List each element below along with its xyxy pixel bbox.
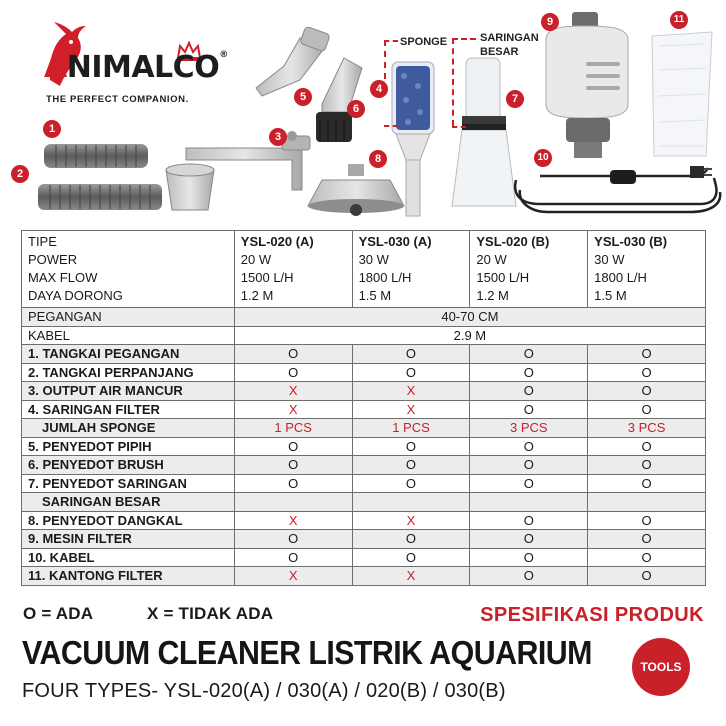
table-row [22, 345, 706, 364]
row-cell: O [470, 567, 588, 586]
kabel-value: 2.9 M [234, 326, 705, 345]
table-row [22, 437, 706, 456]
row-cell: O [588, 456, 706, 475]
part-handle-hose [44, 144, 148, 168]
row-label: 9. MESIN FILTER [22, 530, 235, 549]
row-cell: X [234, 382, 352, 401]
part-fountain-output [166, 131, 310, 210]
legend-ada: O = ADA [23, 604, 94, 623]
row-cell: X [234, 567, 352, 586]
row-cell: O [588, 345, 706, 364]
row-cell: O [352, 530, 470, 549]
sponge-callout-line-h [384, 40, 398, 42]
table-row [22, 400, 706, 419]
row-cell: O [352, 474, 470, 493]
badge-part-3: 3 [269, 128, 287, 146]
legend-tidak-ada: X = TIDAK ADA [147, 604, 274, 623]
row-cell: O [352, 548, 470, 567]
row-cell: O [588, 400, 706, 419]
saringan-callout-line-b [452, 126, 466, 128]
row-label: SARINGAN BESAR [22, 493, 235, 512]
tools-badge: TOOLS [632, 638, 690, 696]
row-cell: O [470, 511, 588, 530]
row-cell: O [234, 456, 352, 475]
row-label: 5. PENYEDOT PIPIH [22, 437, 235, 456]
part-large-filter-nozzle [452, 58, 516, 206]
row-cell: O [470, 363, 588, 382]
part-flat-nozzle [256, 26, 330, 96]
table-row [22, 511, 706, 530]
row-label: 10. KABEL [22, 548, 235, 567]
row-cell: O [234, 548, 352, 567]
row-cell: O [588, 382, 706, 401]
row-cell: X [352, 400, 470, 419]
model-column-3: YSL-020 (B) 20 W 1500 L/H 1.2 M [470, 231, 588, 308]
brand-tagline: THE PERFECT COMPANION. [46, 94, 189, 105]
part-shallow-nozzle [308, 164, 404, 216]
sponge-callout-line-b [384, 125, 398, 127]
row-cell: O [588, 530, 706, 549]
row-label: JUMLAH SPONGE [22, 419, 235, 438]
table-row [22, 530, 706, 549]
kabel-row [22, 326, 706, 345]
row-label: 8. PENYEDOT DANGKAL [22, 511, 235, 530]
part-sponge-filter [392, 62, 434, 216]
row-cell: 1 PCS [234, 419, 352, 438]
saringan-label-1: SARINGAN [480, 32, 539, 44]
spec-header-row [22, 231, 706, 308]
table-row [22, 456, 706, 475]
badge-part-6: 6 [347, 100, 365, 118]
table-row [22, 363, 706, 382]
row-label: 3. OUTPUT AIR MANCUR [22, 382, 235, 401]
model-column-1: YSL-020 (A) 20 W 1500 L/H 1.2 M [234, 231, 352, 308]
row-cell [588, 493, 706, 512]
model-column-4: YSL-030 (B) 30 W 1800 L/H 1.5 M [588, 231, 706, 308]
badge-part-7: 7 [506, 90, 524, 108]
row-cell: O [470, 474, 588, 493]
row-cell [470, 493, 588, 512]
row-cell: X [234, 511, 352, 530]
badge-part-2: 2 [11, 165, 29, 183]
row-cell: O [234, 474, 352, 493]
row-label: 1. TANGKAI PEGANGAN [22, 345, 235, 364]
badge-part-5: 5 [294, 88, 312, 106]
spec-header-labels: TIPE POWER MAX FLOW DAYA DORONG [22, 231, 235, 308]
row-label: 7. PENYEDOT SARINGAN [22, 474, 235, 493]
table-row [22, 493, 706, 512]
plug-icon [690, 166, 704, 178]
sponge-callout-line [384, 40, 386, 90]
row-cell: 3 PCS [470, 419, 588, 438]
badge-part-11: 11 [670, 11, 688, 29]
badge-part-8: 8 [369, 150, 387, 168]
row-cell: O [588, 548, 706, 567]
pegangan-row [22, 308, 706, 327]
row-cell [352, 493, 470, 512]
row-cell: O [470, 548, 588, 567]
cable-switch-icon [610, 170, 636, 184]
row-cell: O [352, 363, 470, 382]
table-row [22, 382, 706, 401]
row-cell: O [588, 363, 706, 382]
table-row [22, 474, 706, 493]
model-column-2: YSL-030 (A) 30 W 1800 L/H 1.5 M [352, 231, 470, 308]
row-cell: X [352, 511, 470, 530]
row-cell: O [234, 363, 352, 382]
row-cell: X [234, 400, 352, 419]
row-cell: O [470, 400, 588, 419]
row-cell: O [352, 345, 470, 364]
row-label: 6. PENYEDOT BRUSH [22, 456, 235, 475]
table-row [22, 567, 706, 586]
row-cell: O [470, 530, 588, 549]
table-row [22, 548, 706, 567]
row-label: 4. SARINGAN FILTER [22, 400, 235, 419]
row-cell: O [588, 474, 706, 493]
spec-table [21, 230, 706, 586]
row-cell: O [234, 530, 352, 549]
row-cell: O [588, 437, 706, 456]
part-extension-hose [38, 184, 162, 210]
row-cell: X [352, 567, 470, 586]
row-cell: O [588, 567, 706, 586]
page-subtitle: FOUR TYPES- YSL-020(A) / 030(A) / 020(B) / 030(B) [22, 680, 506, 702]
row-cell: O [470, 345, 588, 364]
page-title: VACUUM CLEANER LISTRIK AQUARIUM [22, 634, 592, 671]
row-label: 11. KANTONG FILTER [22, 567, 235, 586]
row-cell: O [352, 456, 470, 475]
saringan-callout-line-h [452, 38, 476, 40]
row-cell: O [470, 382, 588, 401]
row-cell: 1 PCS [352, 419, 470, 438]
badge-part-4: 4 [370, 80, 388, 98]
pegangan-value: 40-70 CM [234, 308, 705, 327]
row-cell: O [234, 437, 352, 456]
saringan-callout-line [452, 38, 454, 126]
row-cell: 3 PCS [588, 419, 706, 438]
spesifikasi-heading: SPESIFIKASI PRODUK [480, 604, 704, 626]
badge-part-9: 9 [541, 13, 559, 31]
row-cell: O [470, 437, 588, 456]
row-cell: O [234, 345, 352, 364]
badge-part-1: 1 [43, 120, 61, 138]
kabel-label: KABEL [22, 326, 235, 345]
pegangan-label: PEGANGAN [22, 308, 235, 327]
row-cell [234, 493, 352, 512]
badge-part-10: 10 [534, 149, 552, 167]
brand-wordmark: ANIMALCO® [44, 50, 228, 85]
row-cell: O [588, 511, 706, 530]
row-label: 2. TANGKAI PERPANJANG [22, 363, 235, 382]
row-cell: X [352, 382, 470, 401]
part-filter-motor [546, 12, 628, 158]
item-rows [22, 345, 706, 586]
sponge-label: SPONGE [400, 36, 448, 48]
table-row [22, 419, 706, 438]
part-filter-bag [652, 32, 712, 156]
row-cell: O [352, 437, 470, 456]
row-cell: O [470, 456, 588, 475]
saringan-label-2: BESAR [480, 46, 519, 58]
